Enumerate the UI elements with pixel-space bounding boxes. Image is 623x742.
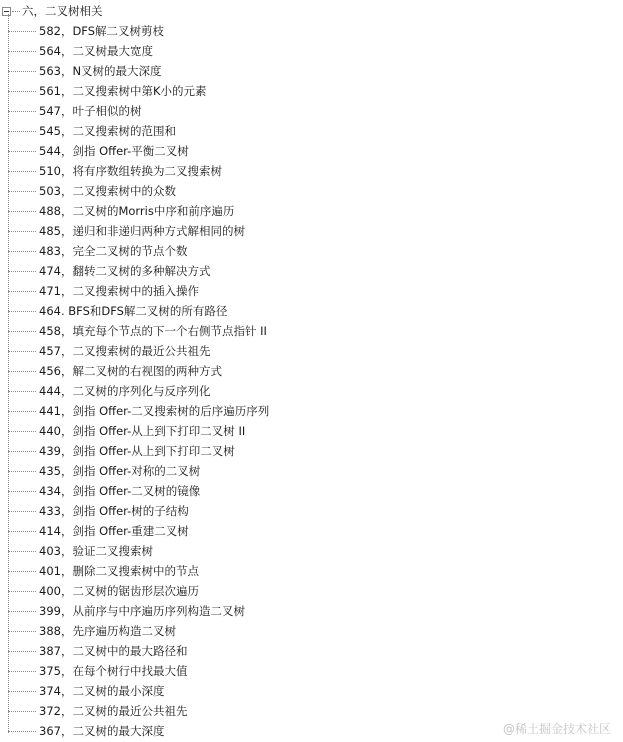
tree-connector [8,571,36,572]
tree-item-label: 367，二叉树的最大深度 [39,724,165,738]
tree-item-label: 457，二叉搜索树的最近公共祖先 [39,344,211,358]
tree-item[interactable] [8,141,189,161]
tree-item[interactable] [8,561,199,581]
tree-item[interactable] [8,581,199,601]
tree-item[interactable] [8,681,164,701]
tree-item[interactable] [8,161,222,181]
tree-connector [8,591,36,592]
tree-item[interactable] [8,321,267,341]
tree-connector [8,651,36,652]
tree-item-label: 510，将有序数组转换为二叉搜索树 [39,164,222,178]
tree-connector [8,51,36,52]
tree-connector [8,391,36,392]
tree-item[interactable] [8,481,200,501]
tree-item-label: 456，解二叉树的右视图的两种方式 [39,364,222,378]
tree-connector [8,271,36,272]
tree-item-label: 433，剑指 Offer-树的子结构 [39,504,189,518]
tree-connector [8,31,36,32]
tree-connector [8,531,36,532]
tree-item[interactable] [8,441,235,461]
tree-item-label: 439，剑指 Offer-从上到下打印二叉树 [39,444,235,458]
tree-connector [8,471,36,472]
tree-item-label: 464. BFS和DFS解二叉树的所有路径 [39,304,228,318]
tree-item-label: 387，二叉树中的最大路径和 [39,644,188,658]
tree-connector [8,171,36,172]
tree-connector [8,511,36,512]
tree-item[interactable] [8,21,164,41]
tree-connector [8,491,36,492]
tree-connector [8,411,36,412]
tree-item[interactable] [8,621,176,641]
tree-connector [8,291,36,292]
tree-item[interactable] [8,181,176,201]
tree-item-label: 434，剑指 Offer-二叉树的镜像 [39,484,201,498]
tree-item-label: 399，从前序与中序遍历序列构造二叉树 [39,604,245,618]
tree-connector [8,711,36,712]
tree-item[interactable] [8,721,164,741]
tree-connector [8,731,36,732]
tree-item-label: 435，剑指 Offer-对称的二叉树 [39,464,201,478]
tree-item-label: 414，剑指 Offer-重建二叉树 [39,524,189,538]
tree-item[interactable] [8,201,234,221]
tree-connector [8,91,36,92]
tree-connector [8,451,36,452]
tree-item-label: 441，剑指 Offer-二叉搜索树的后序遍历序列 [39,404,270,418]
tree-item[interactable] [8,241,187,261]
tree-item[interactable] [8,301,227,321]
tree-item[interactable] [8,361,222,381]
tree-item-label: 547，叶子相似的树 [39,104,142,118]
tree-connector [8,611,36,612]
tree-item-label: 545，二叉搜索树的范围和 [39,124,176,138]
tree-item-label: 401，删除二叉搜索树中的节点 [39,564,199,578]
tree-item-label: 471，二叉搜索树中的插入操作 [39,284,199,298]
tree-item-label: 488，二叉树的Morris中序和前序遍历 [39,204,235,218]
tree-connector [8,331,36,332]
tree-item-label: 400，二叉树的锯齿形层次遍历 [39,584,199,598]
tree-item[interactable] [8,381,210,401]
tree-item-label: 582，DFS解二叉树剪枝 [39,24,165,38]
watermark: @稀土掘金技术社区 [502,722,611,736]
tree-item-label: 372，二叉树的最近公共祖先 [39,704,188,718]
tree-item[interactable] [8,81,207,101]
tree-item-label: 503，二叉搜索树中的众数 [39,184,176,198]
tree-connector [8,551,36,552]
tree-item[interactable] [8,601,245,621]
tree-item[interactable] [8,341,210,361]
tree-item-label: 374，二叉树的最小深度 [39,684,165,698]
tree-item[interactable] [8,221,245,241]
tree-item-label: 564，二叉树最大宽度 [39,44,153,58]
collapse-toggle-icon[interactable] [2,7,11,16]
tree-item[interactable] [8,501,189,521]
tree-connector [12,11,20,12]
tree-item-label: 483，完全二叉树的节点个数 [39,244,188,258]
tree-item[interactable] [8,701,187,721]
tree-item[interactable] [8,541,153,561]
tree-connector [8,671,36,672]
tree-item-label: 440，剑指 Offer-从上到下打印二叉树 II [39,424,246,438]
tree-connector [8,431,36,432]
tree-connector [8,111,36,112]
tree-item[interactable] [8,41,153,61]
tree-connector [8,251,36,252]
tree-item[interactable] [8,461,200,481]
tree-item[interactable] [8,121,176,141]
tree-connector [8,131,36,132]
tree-item-label: 458，填充每个节点的下一个右侧节点指针 II [39,324,267,338]
tree-item-label: 444，二叉树的序列化与反序列化 [39,384,211,398]
tree-connector [8,371,36,372]
tree-item-label: 563，N叉树的最大深度 [39,64,162,78]
tree-connector [8,231,36,232]
tree-item-label: 388，先序遍历构造二叉树 [39,624,176,638]
tree-item[interactable] [8,281,199,301]
root-node-label: 六，二叉树相关 [22,4,103,18]
tree-item[interactable] [8,61,162,81]
tree-connector [8,631,36,632]
tree-root-node[interactable] [2,2,103,20]
tree-connector [8,191,36,192]
tree-item[interactable] [8,421,245,441]
tree-item[interactable] [8,101,141,121]
tree-connector [8,71,36,72]
tree-connector [8,691,36,692]
tree-item[interactable] [8,641,187,661]
tree-connector [8,211,36,212]
tree-connector [8,351,36,352]
tree-connector [8,151,36,152]
tree-item-label: 561，二叉搜索树中第K小的元素 [39,84,207,98]
tree-item-label: 485，递归和非递归两种方式解相同的树 [39,224,245,238]
tree-item-label: 375，在每个树行中找最大值 [39,664,188,678]
tree-connector [8,311,36,312]
tree-item-label: 403，验证二叉搜索树 [39,544,153,558]
tree-item-label: 474，翻转二叉树的多种解决方式 [39,264,211,278]
tree-item[interactable] [8,261,210,281]
tree-item[interactable] [8,521,189,541]
tree-item[interactable] [8,661,187,681]
tree-item[interactable] [8,401,269,421]
tree-item-label: 544，剑指 Offer-平衡二叉树 [39,144,189,158]
